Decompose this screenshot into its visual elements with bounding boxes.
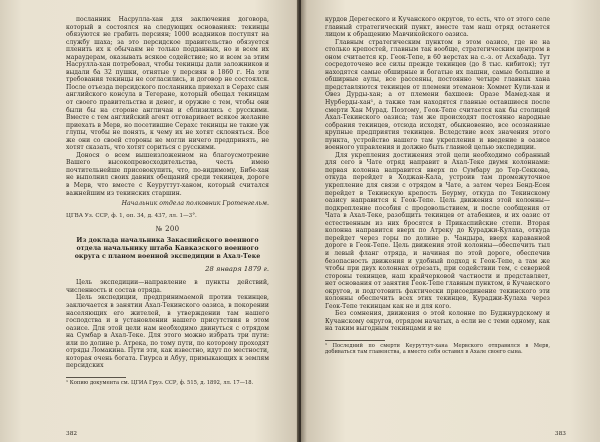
- footnote-rule: [325, 340, 385, 341]
- left-page: [0, 0, 299, 442]
- footnote: ¹ Копию документа см. ЦГИА Груз. ССР, ф. 515, д. 1892, лл. 17—18.: [66, 379, 254, 386]
- signature: Начальник отдела полковник Гротенгельм.: [121, 200, 269, 208]
- right-paragraph: Главным стратегическим пунктом в этом оазисе, где не на столько крепостей, главным так вообще, стратегическим центром в оном считается кр. Геок-Тепе, в 60 верстах на с.-з. от Асхабада. Тут сосредоточено все силы прежде текинцев (до 8 тыс. кибиток); тут находятся самые обширные и богатые их пашни, самые большие и обширные аулы, все рассеяны, постоянно четыре главных хана представляются текинцев от племени этеманов: Хоммет Кули-хан и Овез Дурды-хан; а от племени бахшеев: Оразе Мамед-хан и Нурберды-хан¹, а также там находятся главные оставшиеся после смерти Хан Мурад. Поэтому, Геок-Тепе считается как бы столицей Ахал-Текинского оазиса; там же происходят постоянно народные собрания текинцев, отсюда исходят, обыкновенно, все осознанные крупные предприятия текинцев. Вследствие всех значения этого пункта, устройство нашего там укрепления и введение в оазисе военного управления и должно быть главной целью экспедиции.: [325, 38, 550, 152]
- left-paragraph: Цель экспедиции—направление в пункты действий, численность и состав отряда.: [66, 279, 269, 294]
- page-number: 382: [66, 431, 78, 438]
- document-date: 28 января 1879 г.: [205, 264, 269, 273]
- document-heading: Из доклада начальника Закаспийского военного отдела начальнику штаба Кавказского военного округа с планом военной экспедиции в Ахал-Теке: [74, 237, 261, 261]
- page-number: 383: [554, 431, 566, 438]
- right-paragraph: Для укрепления достижения этой цели необходимо собранный для сего в Чате отряд направит в Ахал-Теке двумя колоннами: первая колонна направится вверх по Сумбару до Тер-Секкова, откуда перейдет в Ходжан-Кала, устроив там промежуточное укрепление для связи с отрядом в Чате, а затем через Бенд-Есен перейдет в Текинскую крепость Беурму, откуда по Текинскому оазису направится к Геок-Тепе. Цель движения этой колонны—подкрепление пособия с продовольствием, и после сообщения от Чата в Ахал-Теке, разобщить текинцев от атабекиев, и их оазис от естественным из них бросятся в Прикаспийские степи. Вторая колонна направится вверх по Атреку до Кураджи-Кулаха, откуда перейдет через горы по долине р. Чандыра, вверх караванной дороге в Геок-Тепе. Цель движения этой колонны—обеспечить тыл и левый фланг отряда, и начиная по этой дороге, обеспечив безопасность движения и удобный подход к Геок-Тепе, а там же чтобы при двух колоннах отрезать, при содействии тем, с северной стороны текинцев, наш крайчерковой частности и представляет, нет основания от занятия Геок-Тепе главным пунктом, в Кучанского округов, и подготовить фактически присоединение текинского эти колонны обеспечить всех этих текинцев, Кураджи-Кулаха через Геок-Тепе текинцам как не и для кого.: [325, 151, 550, 310]
- archive-citation: ЦГВА Уз. ССР, ф. 1, оп. 34, д. 437, лл. 1—3°.: [66, 212, 197, 219]
- left-paragraph: посланник Насрулла-хан для заключения договора, который в состоялся на следующих основаниях: текинцы обязуются не грабить персиян; 1000 всадников поступят на службу шаха; за это персидское правительство обязуется пленить их к обычаям не только подданных, но и всем их мараудерам, оказывать всякое содействие; но и всем за этим Насрулла-хан потребовал, чтобы текинцы дали заложников и выдали ба 32 пушки, отнятые у персиян в 1860 г. На эти требования текинцы не согласились, и договор не состоялся. После отъезда персидского посланника приехал в Серахс сын английского консула в Тегеране, который обещал текинцам от своего правительства и денег, и оружие с тем, чтобы они были бы на стороне англичан и сблизились с русскими. Вместе с тем английский агент отговаривает всякое желание приехать в Мерв, но посетившие Серахс текинцы не такие уж глупы, чтобы не понять, к чему их не хотят склоняться. Все же они со своей стороны не могли ничего предпринять, не хотят сказать, что хотят сориться с русскими.: [66, 16, 269, 152]
- right-paragraph: курдов Дерегеского и Кучанского округов, то есть, что от этого селе главный стратегический пункт, вместе там наш отряд останется лицом к обращению Мавчикойского оазиса.: [325, 16, 550, 39]
- footnote: ¹ Последний по смерти Кеуруттут-хана Мервского отправился в Мерв, добиваться там главенства, а вместо себя оставил в Ахале своего сына.: [325, 342, 550, 356]
- left-paragraph: Цель экспедиции, предпринимаемой против текинцев, заключается в занятии Ахал-Текинского оазиса, в покорении населяющих его жителей, в утверждении там нашего господства и в установлении нашего присутствия в этом оазисе. Для этой цели нам необходимо двинуться с отрядом на Сумбар в Ахал-Теке. Для этого можно избрать три пути: или по долине р. Атрека, по тому пути, по которому проходят отряды Ломакина. Пути эти, как известно, идут по местности, которая очень богата. Гиурса и Абуу, примыкающих к землям персидских: [66, 294, 269, 370]
- footnote-rule: [66, 377, 126, 378]
- document-number: № 200: [155, 224, 180, 233]
- left-paragraph: Донося о всем вышеизложенном на благоусмотрение Вашего высокопревосходительства, честь имею почтительнейше присовокупить, что, по-видимому, Бибе-хан не выполнил своих давних обещаний среди текинцев, дороге в Мерв, что вместе с Кеуруттут-ханом, который считался важнейшим из текинских старшин.: [66, 151, 269, 197]
- right-paragraph: Без сомнения, движения о этой колонне по Буджнурдскому и Кучанскому округов, отрядом начатых, а если не с теми одному, как на таким выгодным текинцами и не: [325, 310, 550, 333]
- right-page: [301, 0, 600, 442]
